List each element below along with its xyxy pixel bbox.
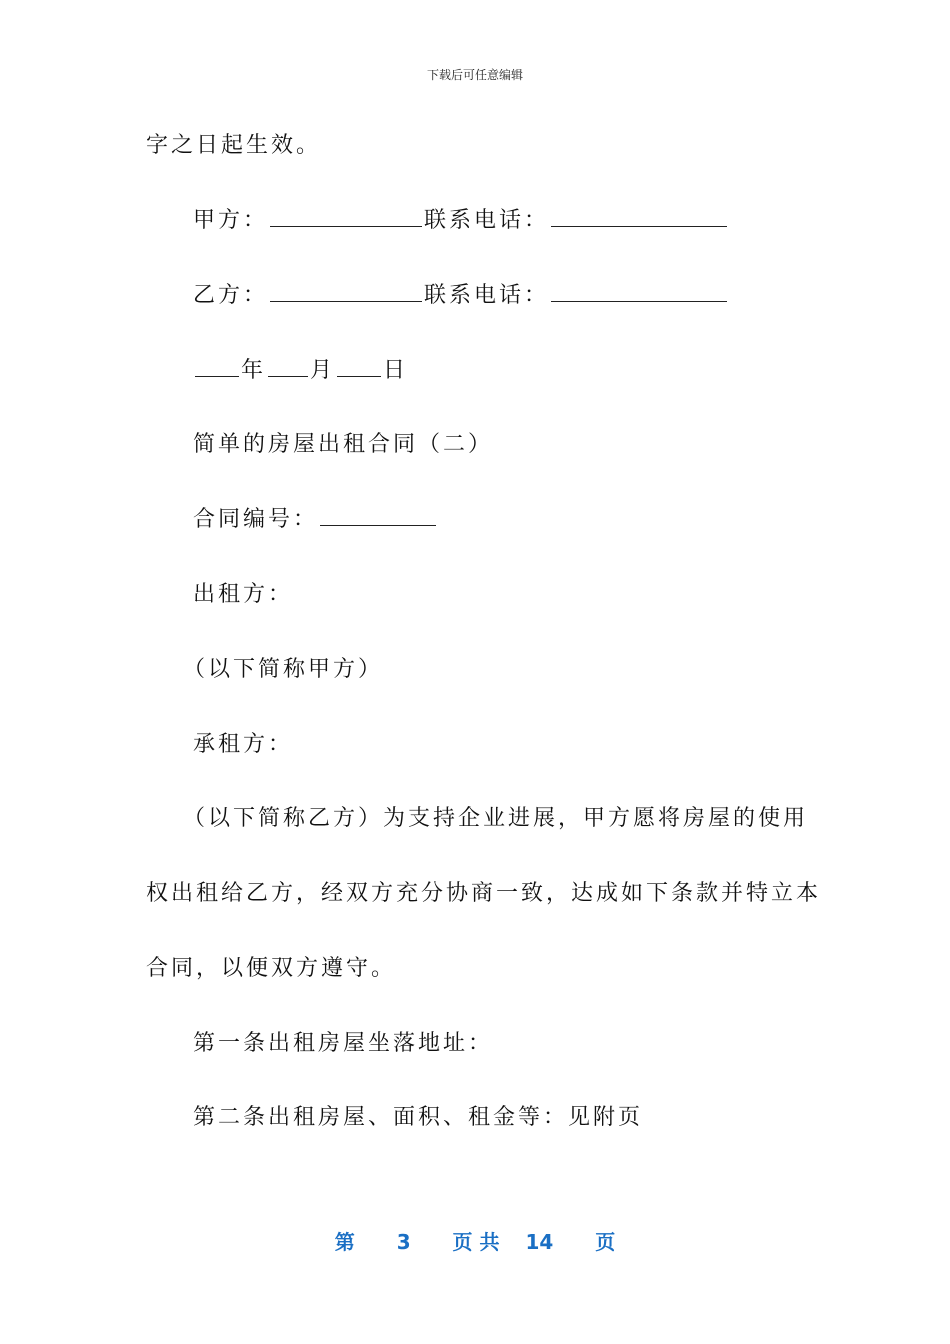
year-blank[interactable]: [195, 356, 239, 377]
footer-suffix: 页: [595, 1230, 616, 1254]
lessor-note: （以下简称甲方）: [183, 657, 384, 682]
party-a-blank[interactable]: [270, 206, 422, 227]
day-blank[interactable]: [337, 356, 381, 377]
month-blank[interactable]: [268, 356, 308, 377]
lessor-label: 出租方：: [193, 582, 294, 607]
date-month-label: 月: [310, 358, 336, 383]
party-b-blank[interactable]: [270, 281, 422, 302]
contract-number-label: 合同编号：: [193, 507, 319, 532]
paragraph-line-3: 合同，以便双方遵守。: [146, 956, 397, 981]
party-b-phone-label: 联系电话：: [424, 283, 550, 308]
page-footer: [0, 1226, 950, 1255]
page-header-note: 下载后可任意编辑: [426, 68, 523, 82]
date-row: [193, 356, 408, 386]
article-2: 第二条出租房屋、面积、租金等：见附页: [193, 1105, 644, 1130]
paragraph-line-2: 权出租给乙方，经双方充分协商一致，达成如下条款并特立本: [146, 881, 822, 906]
contract-number-blank[interactable]: [320, 505, 436, 526]
party-b-row: [193, 281, 729, 311]
party-a-phone-blank[interactable]: [551, 206, 727, 227]
article-1: 第一条出租房屋坐落地址：: [193, 1031, 494, 1056]
party-b-label: 乙方：: [193, 283, 269, 308]
party-a-row: [193, 206, 729, 236]
footer-current-page: 3: [396, 1230, 411, 1254]
footer-middle: 页 共: [452, 1230, 500, 1254]
footer-total-pages: 14: [525, 1230, 554, 1254]
contract-title: 简单的房屋出租合同（二）: [193, 432, 494, 457]
party-a-phone-label: 联系电话：: [424, 208, 550, 233]
text-line-effective: 字之日起生效。: [146, 133, 322, 158]
date-day-label: 日: [383, 358, 409, 383]
footer-prefix: 第: [334, 1230, 355, 1254]
party-b-phone-blank[interactable]: [551, 281, 727, 302]
date-year-label: 年: [241, 358, 267, 383]
contract-number-row: [193, 505, 438, 535]
party-a-label: 甲方：: [193, 208, 269, 233]
lessee-label: 承租方：: [193, 732, 294, 757]
paragraph-line-1: （以下简称乙方）为支持企业进展，甲方愿将房屋的使用: [183, 806, 809, 831]
